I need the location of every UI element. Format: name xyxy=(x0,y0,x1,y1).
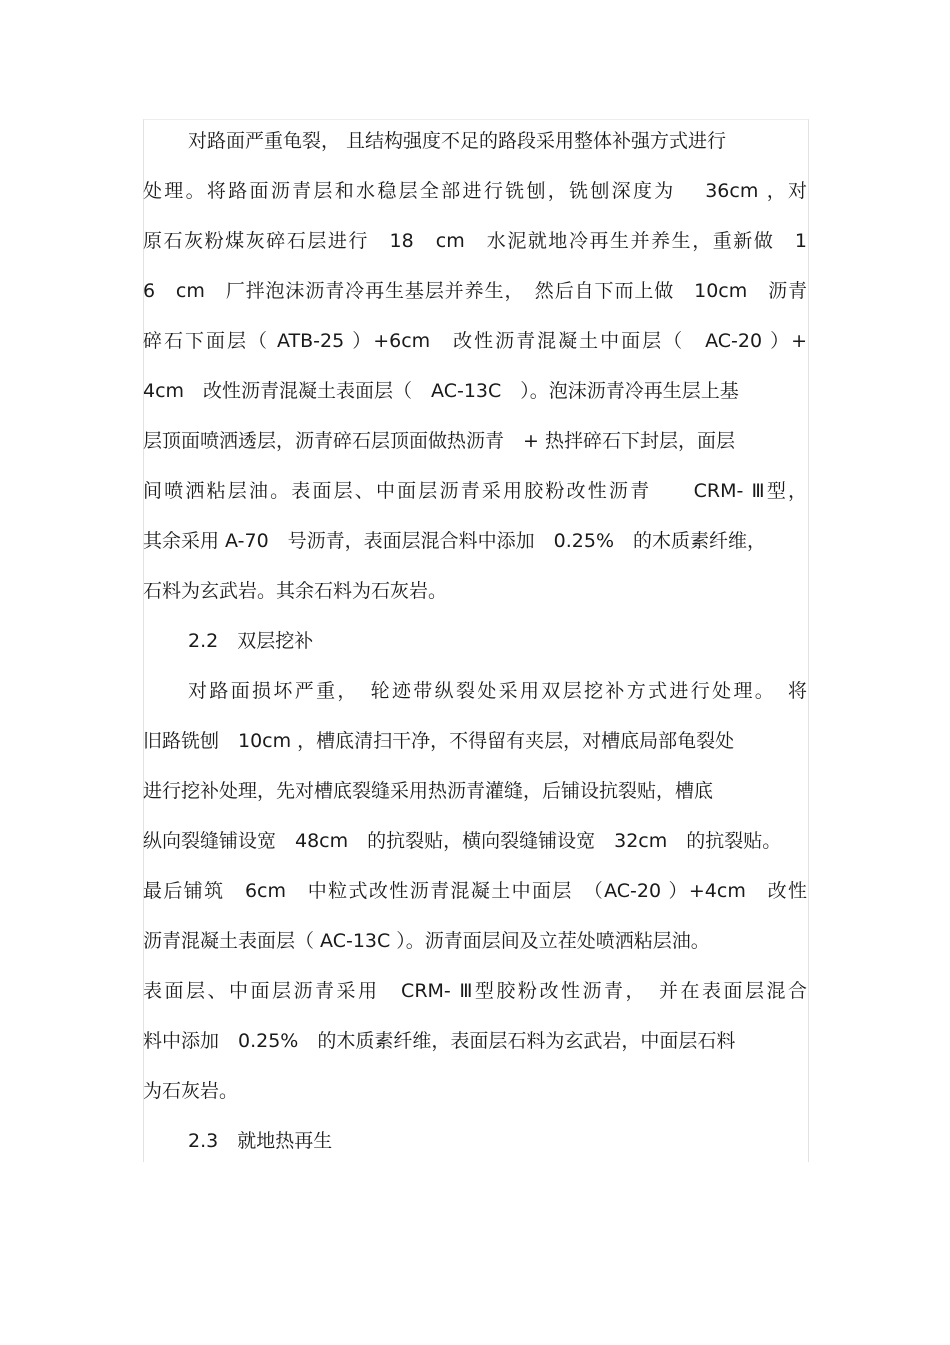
text-line: 处理。将路面沥青层和水稳层全部进行铣刨，铣刨深度为 36cm ，对 xyxy=(143,180,807,202)
text-line: 沥青混凝土表面层（ AC-13C ）。沥青面层间及立茬处喷洒粘层油。 xyxy=(143,930,710,952)
text-line: 对路面严重龟裂， 且结构强度不足的路段采用整体补强方式进行 xyxy=(188,130,727,152)
text-line: 6 cm 厂拌泡沫沥青冷再生基层并养生， 然后自下而上做 10cm 沥青 xyxy=(143,280,807,302)
text-line: 纵向裂缝铺设宽 48cm 的抗裂贴，横向裂缝铺设宽 32cm 的抗裂贴。 xyxy=(143,830,782,852)
text-line: 石料为玄武岩。其余石料为石灰岩。 xyxy=(143,580,448,602)
text-line: 4cm 改性沥青混凝土表面层（ AC-13C ）。泡沫沥青冷再生层上基 xyxy=(143,380,739,402)
section-heading: 2.3 就地热再生 xyxy=(188,1130,333,1152)
text-line: 进行挖补处理，先对槽底裂缝采用热沥青灌缝，后铺设抗裂贴，槽底 xyxy=(143,780,714,802)
section-heading: 2.2 双层挖补 xyxy=(188,630,314,652)
text-line: 对路面损坏严重， 轮迹带纵裂处采用双层挖补方式进行处理。 将 xyxy=(188,680,807,702)
text-line: 料中添加 0.25% 的木质素纤维，表面层石料为玄武岩，中面层石料 xyxy=(143,1030,736,1052)
text-line: 旧路铣刨 10cm ，槽底清扫干净，不得留有夹层，对槽底局部龟裂处 xyxy=(143,730,735,752)
text-line: 其余采用 A-70 号沥青，表面层混合料中添加 0.25% 的木质素纤维， xyxy=(143,530,767,552)
text-line: 表面层、中面层沥青采用 CRM- Ⅲ型胶粉改性沥青， 并在表面层混合 xyxy=(143,980,807,1002)
text-line: 最后铺筑 6cm 中粒式改性沥青混凝土中面层 （AC-20 ）+4cm 改性 xyxy=(143,880,807,902)
text-line: 碎石下面层（ ATB-25 ）+6cm 改性沥青混凝土中面层（ AC-20 ）+ xyxy=(143,330,807,352)
text-line: 为石灰岩。 xyxy=(143,1080,239,1102)
text-line: 间喷洒粘层油。表面层、中面层沥青采用胶粉改性沥青 CRM- Ⅲ型， xyxy=(143,480,807,502)
text-line: 原石灰粉煤灰碎石层进行 18 cm 水泥就地冷再生并养生，重新做 1 xyxy=(143,230,807,252)
text-line: 层顶面喷洒透层，沥青碎石层顶面做热沥青 + 热拌碎石下封层，面层 xyxy=(143,430,735,452)
